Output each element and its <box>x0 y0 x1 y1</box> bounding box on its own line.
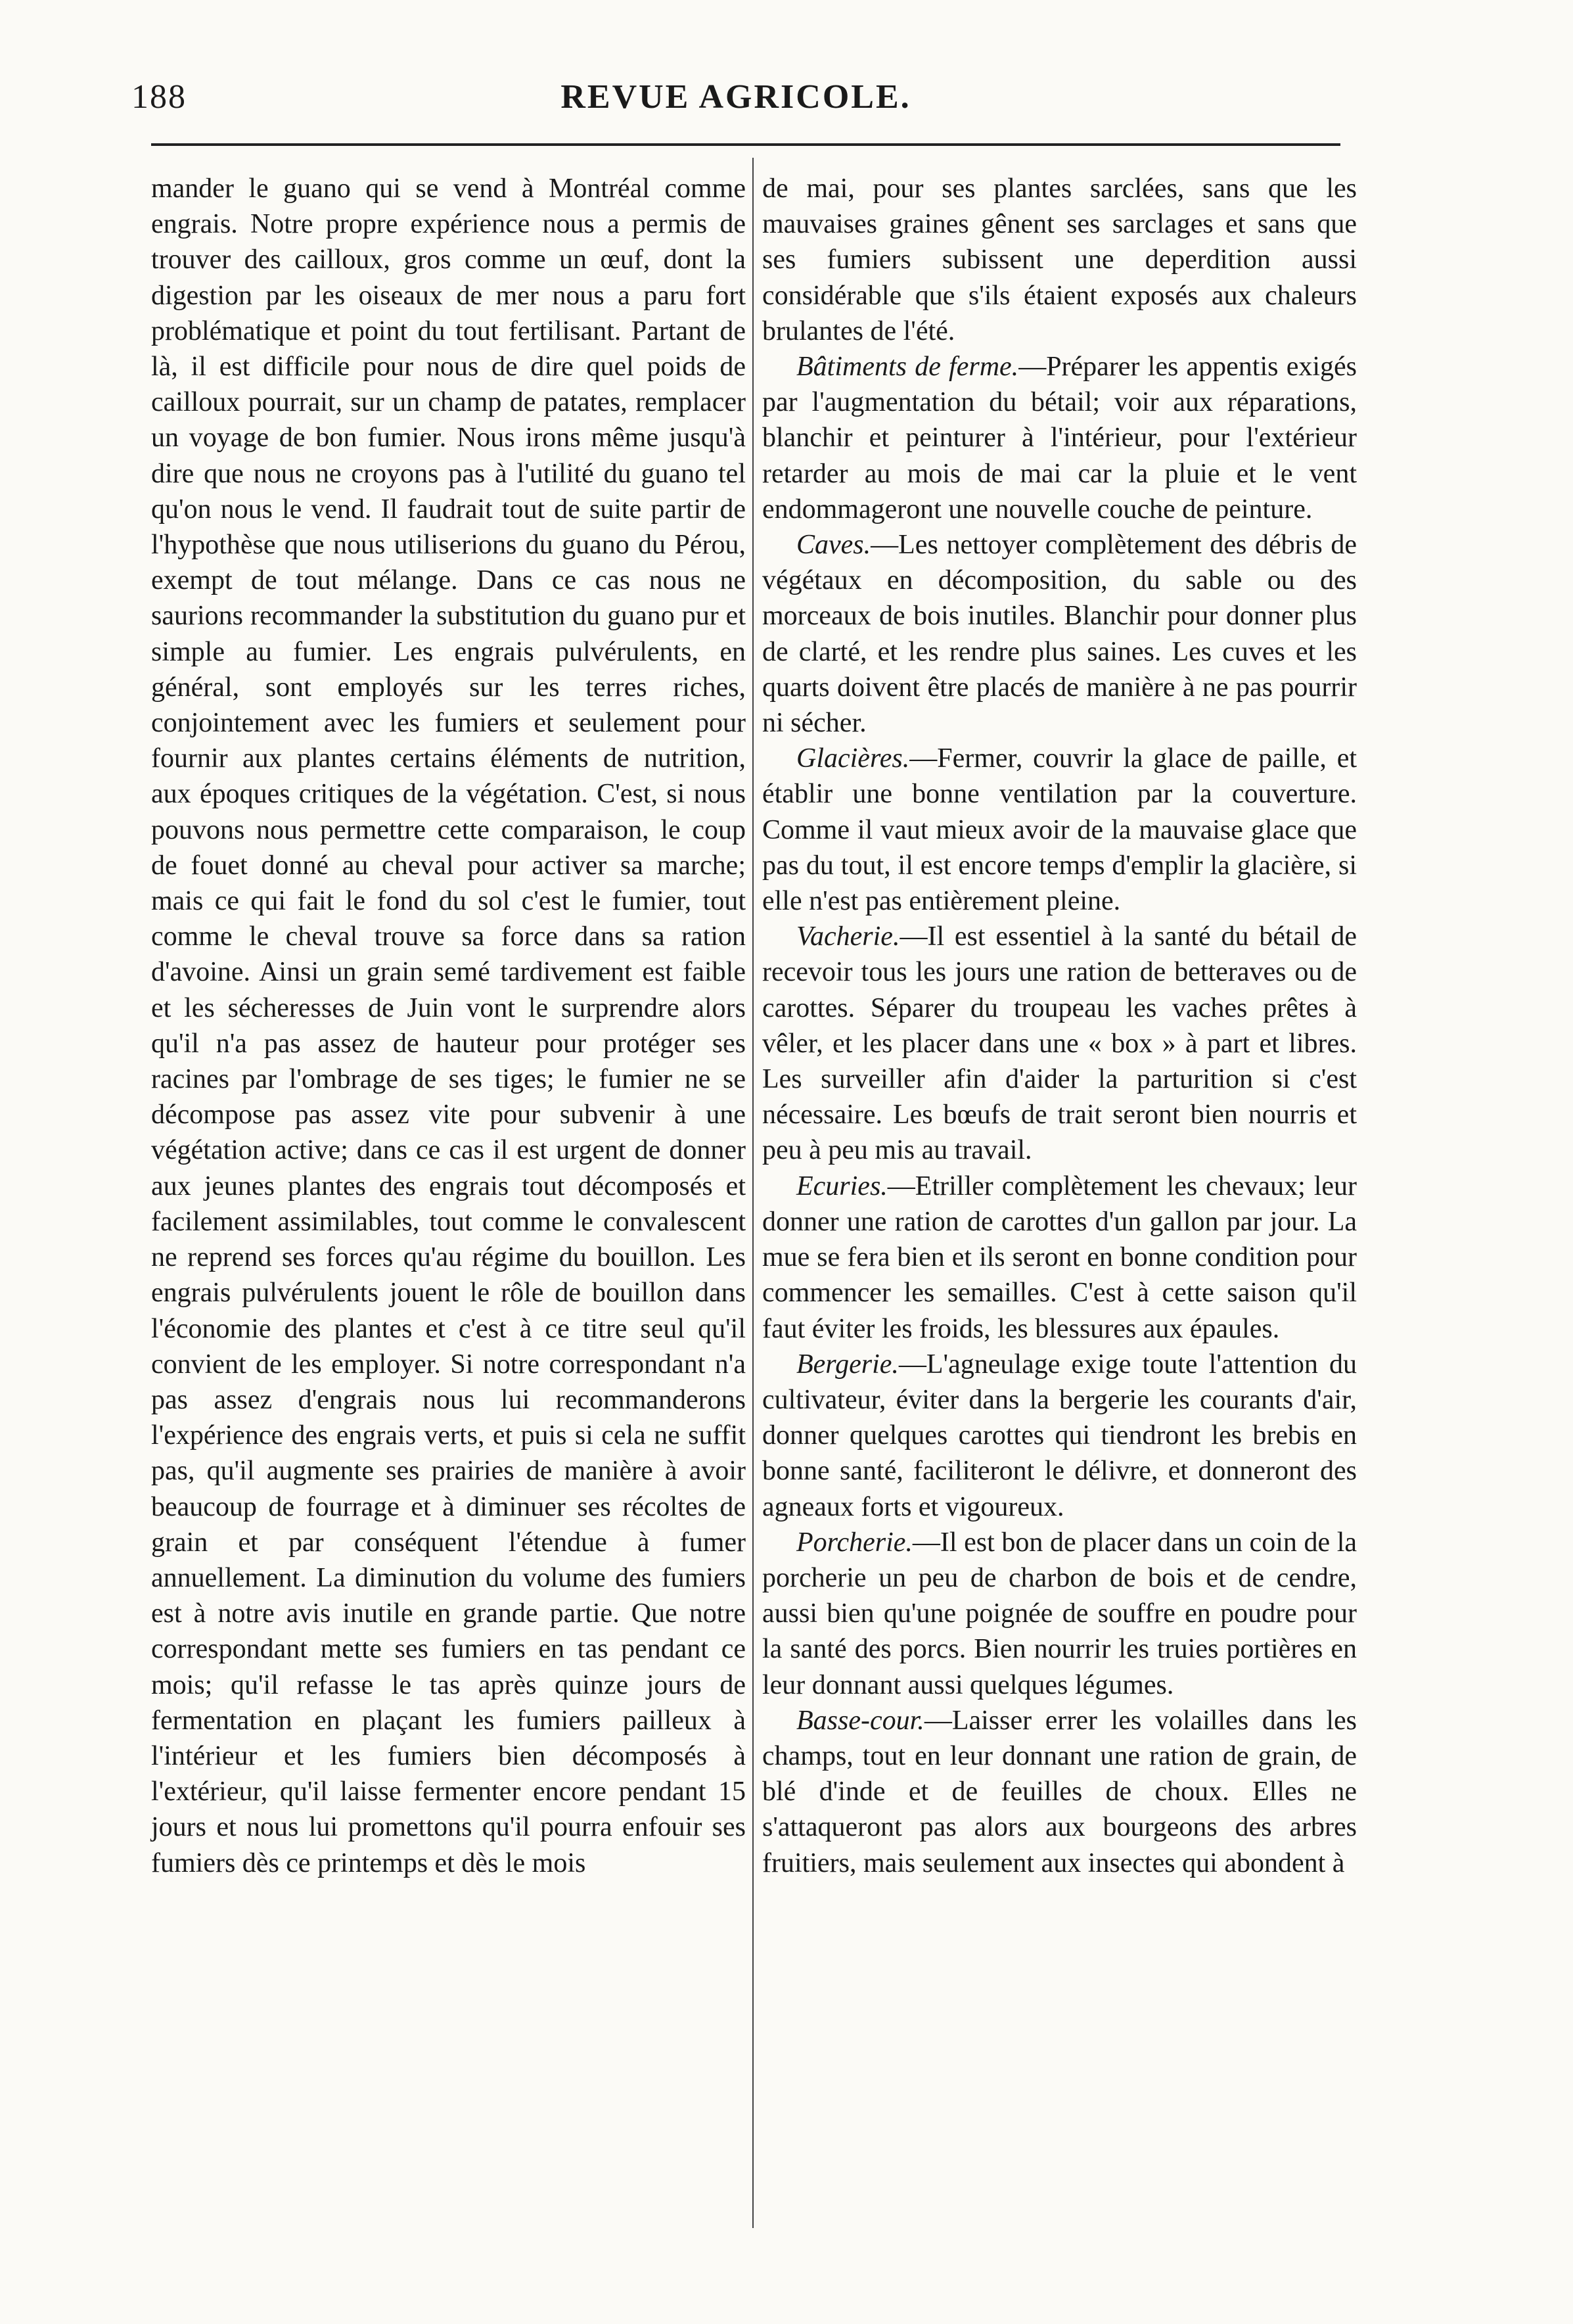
column-divider <box>752 158 754 2228</box>
section-ecuries <box>762 1169 1357 1347</box>
header-rule <box>151 143 1340 146</box>
section-glacieres <box>762 741 1357 919</box>
right-column-intro: de mai, pour ses plantes sarclées, sans que les mauvaises graines gênent ses sarclages et sans que ses fumiers subissent une deperdition aussi considérable que s'ils étaient exposés aux chaleurs brulantes de l'été. <box>762 174 1357 346</box>
section-body: —Fermer, couvrir la glace de paille, et établir une bonne ventilation par la couverture. Comme il vaut mieux avoir de la mauvaise glace que pas du tout, il est encore temps d'emplir la glacière, si elle n'est pas entièrement pleine. <box>762 743 1357 917</box>
section-body: —Préparer les appentis exigés par l'augmentation du bétail; voir aux réparations, blanchir et peinturer à l'intérieur, pour l'extérieur retarder au mois de mai car la pluie et le vent endommageront une nouvelle couche de peinture. <box>762 352 1357 524</box>
section-porcherie <box>762 1525 1357 1703</box>
section-body: —L'agneulage exige toute l'attention du cultivateur, éviter dans la bergerie les courants d'air, donner quelques carottes qui tiendront les brebis en bonne santé, faciliteront le délivre, et donneront des agneaux forts et vigoureux. <box>762 1349 1357 1522</box>
page-number: 188 <box>131 78 187 116</box>
left-column-text: mander le guano qui se vend à Montréal comme engrais. Notre propre expérience nous a permis de trouver des cailloux, gros comme un œuf, dont la digestion par les oiseaux de mer nous a paru fort problématique et point du tout fertilisant. Partant de là, il est difficile pour nous de dire quel poids de cailloux pourrait, sur un champ de patates, remplacer un voyage de bon fumier. Nous irons même jusqu'à dire que nous ne croyons pas à l'utilité du guano tel qu'on nous le vend. Il faudrait tout de suite partir de l'hypothèse que nous utiliserions du guano du Pérou, exempt de tout mélange. Dans ce cas nous ne saurions recommander la substitution du guano pur et simple au fumier. Les engrais pulvérulents, en général, sont employés sur les terres riches, conjointement avec les fumiers et seulement pour fournir aux plantes certains éléments de nutrition, aux époques critiques de la végétation. C'est, si nous pouvons nous permettre cette comparaison, le coup de fouet donné au cheval pour activer sa marche; mais ce qui fait le fond du sol c'est le fumier, tout comme le cheval trouve sa force dans sa ration d'avoine. Ainsi un grain semé tardivement est faible et les sécheresses de Juin vont le surprendre alors qu'il n'a pas assez de hauteur pour protéger ses racines par l'ombrage de ses tiges; le fumier ne se décompose pas assez vite pour subvenir à une végétation active; dans ce cas il est urgent de donner aux jeunes plantes des engrais tout décomposés et facilement assimilables, tout comme le convalescent ne reprend ses forces qu'au régime du bouillon. Les engrais pulvérulents jouent le rôle de bouillon dans l'économie des plantes et c'est à ce titre seul qu'il convient de les employer. Si notre correspondant n'a pas assez d'engrais nous lui recommanderons l'expérience des engrais verts, et puis si cela ne suffit pas, qu'il augmente ses prairies de manière à avoir beaucoup de fourrage et à diminuer ses récoltes de grain et par conséquent l'étendue à fumer annuellement. La diminution du volume des fumiers est à notre avis inutile en grande partie. Que notre correspondant mette ses fumiers en tas pendant ce mois; qu'il refasse le tas après quinze jours de fermentation en plaçant les fumiers pailleux à l'intérieur et les fumiers bien décomposés à l'extérieur, qu'il laisse fermenter encore pendant 15 jours et nous lui promettons qu'il pourra enfouir ses fumiers dès ce printemps et dès le mois <box>151 174 746 1878</box>
section-title: Glacières. <box>796 743 910 774</box>
section-body: —Laisser errer les volailles dans les champs, tout en leur donnant une ration de grain, de blé d'inde et de feuilles de choux. Elles ne s'attaqueront pas alors aux bourgeons des arbres fruitiers, mais seulement aux insectes qui abondent à <box>762 1705 1357 1878</box>
section-body: —Il est bon de placer dans un coin de la porcherie un peu de charbon de bois et de cendre, aussi bien qu'une poignée de souffre en poudre pour la santé des porcs. Bien nourrir les truies portières en leur donnant aussi quelques légumes. <box>762 1527 1357 1700</box>
section-body: —Il est essentiel à la santé du bétail de recevoir tous les jours une ration de betteraves ou de carottes. Séparer du troupeau les vaches prêtes à vêler, et les placer dans une « box » à part et libres. Les surveiller afin d'aider la parturition si c'est nécessaire. Les bœufs de trait seront bien nourris et peu à peu mis au travail. <box>762 921 1357 1166</box>
section-basse-cour <box>762 1703 1357 1881</box>
section-title: Ecuries. <box>796 1171 888 1201</box>
section-title: Vacherie. <box>796 921 900 952</box>
section-body: —Etriller complètement les chevaux; leur donner une ration de carottes d'un gallon par jour. La mue se fera bien et ils seront en bonne condition pour commencer les semailles. C'est à cette saison qu'il faut éviter les froids, les blessures aux épaules. <box>762 1171 1357 1344</box>
section-body: —Les nettoyer complètement des débris de végétaux en décomposition, du sable ou des morceaux de bois inutiles. Blanchir pour donner plus de clarté, et les rendre plus saines. Les cuves et les quarts doivent être placés de manière à ne pas pourrir ni sécher. <box>762 530 1357 739</box>
page-header <box>131 78 1340 137</box>
running-title: REVUE AGRICOLE. <box>560 78 911 116</box>
right-column <box>762 171 1357 1881</box>
section-bergerie <box>762 1347 1357 1525</box>
section-vacherie <box>762 919 1357 1168</box>
section-title: Bâtiments de ferme. <box>796 352 1019 383</box>
section-title: Porcherie. <box>796 1527 913 1558</box>
section-title: Caves. <box>796 530 871 561</box>
section-batiments <box>762 349 1357 527</box>
section-title: Basse-cour. <box>796 1705 924 1736</box>
section-caves <box>762 527 1357 741</box>
left-column <box>151 171 746 1881</box>
section-title: Bergerie. <box>796 1349 899 1380</box>
